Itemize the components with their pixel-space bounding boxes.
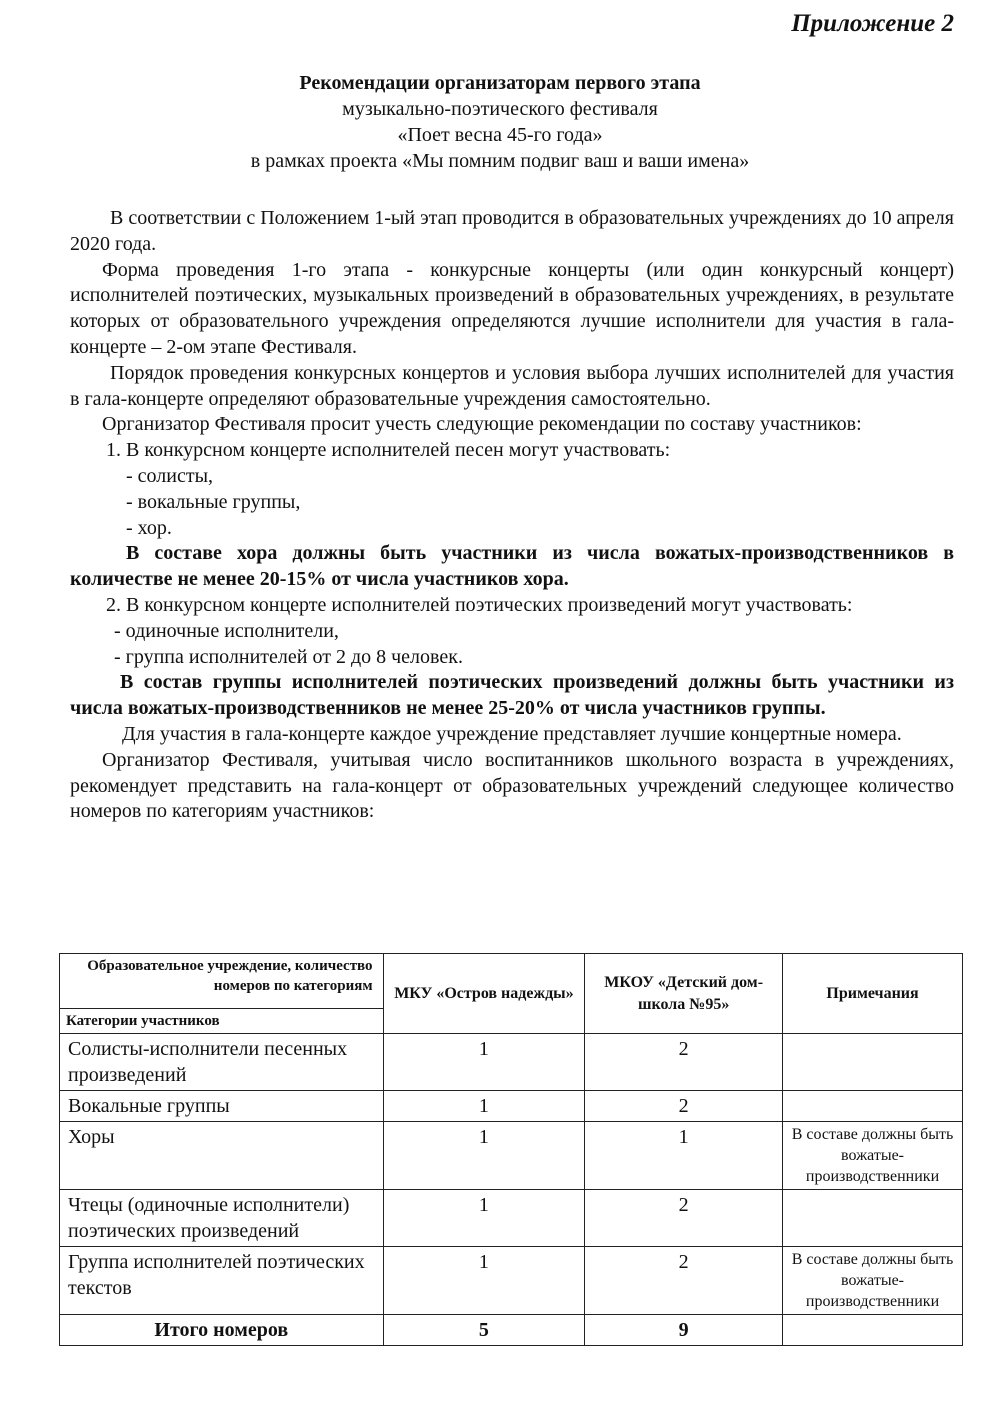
total-note-cell bbox=[783, 1315, 963, 1346]
paragraph-3: Порядок проведения конкурсных концертов и условия выбора лучших исполнителей для участия в гала-концерте определяют образовательные учреждения самостоятельно. bbox=[70, 361, 954, 410]
paragraph-1: В соответствии с Положением 1-ый этап проводится в образовательных учреждениях до 10 апреля 2020 года. bbox=[70, 207, 954, 255]
value-cell-1: 1 bbox=[383, 1091, 585, 1122]
table-row bbox=[60, 1190, 963, 1247]
table-header-row bbox=[60, 954, 963, 1034]
note-cell bbox=[783, 1034, 963, 1091]
column-header-2: МКОУ «Детский дом-школа №95» bbox=[585, 954, 783, 1034]
value-cell-1: 1 bbox=[383, 1122, 585, 1190]
total-label: Итого номеров bbox=[60, 1315, 384, 1346]
header-line-2: музыкально-поэтического фестиваля bbox=[342, 98, 658, 120]
category-cell: Группа исполнителей поэтических текстов bbox=[60, 1247, 384, 1315]
table-corner-cell bbox=[60, 954, 384, 1034]
categories-table bbox=[59, 953, 963, 1346]
column-header-1: МКУ «Остров надежды» bbox=[383, 954, 585, 1034]
appendix-label: Приложение 2 bbox=[791, 10, 954, 37]
list-2-title: 2. В конкурсном концерте исполнителей поэтических произведений могут участвовать: bbox=[106, 593, 853, 616]
note-cell: В составе должны быть вожатые-производственники bbox=[783, 1122, 963, 1190]
paragraph-5: Для участия в гала-концерте каждое учреждение представляет лучшие концертные номера. bbox=[122, 722, 902, 745]
category-cell: Хоры bbox=[60, 1122, 384, 1190]
corner-bottom-label: Категории участников bbox=[60, 1008, 383, 1033]
document-body bbox=[70, 206, 954, 825]
column-header-notes: Примечания bbox=[783, 954, 963, 1034]
table-row bbox=[60, 1091, 963, 1122]
corner-top-label: Образовательное учреждение, количество номеров по категориям bbox=[87, 958, 373, 994]
list-1-item: - хор. bbox=[126, 516, 172, 539]
list-1-title: 1. В конкурсном концерте исполнителей песен могут участвовать: bbox=[106, 439, 671, 462]
total-value-1: 5 bbox=[383, 1315, 585, 1346]
value-cell-2: 1 bbox=[585, 1122, 783, 1190]
list-1-item: - солисты, bbox=[126, 464, 214, 487]
total-value-2: 9 bbox=[585, 1315, 783, 1346]
value-cell-2: 2 bbox=[585, 1190, 783, 1247]
paragraph-6: Организатор Фестиваля, учитывая число воспитанников школьного возраста в учреждениях, рекомендует представить на гала-концерт от образовательных учреждений следующее количество номеров по категориям участников: bbox=[70, 748, 954, 823]
table-row bbox=[60, 1247, 963, 1315]
paragraph-2: Форма проведения 1-го этапа - конкурсные концерты (или один конкурсный концерт) исполнителей поэтических, музыкальных произведений в образовательных учреждениях, в результате которых от образовательного учреждения определяются лучшие исполнители для участия в гала-концерте – 2-ом этапе Фестиваля. bbox=[70, 258, 954, 358]
list-1-item: - вокальные группы, bbox=[126, 490, 301, 513]
note-cell: В составе должны быть вожатые-производственники bbox=[783, 1247, 963, 1315]
bold-requirement-1: В составе хора должны быть участники из числа вожатых-производственников в количестве не менее 20-15% от числа участников хора. bbox=[70, 542, 954, 591]
header-line-3: «Поет весна 45-го года» bbox=[397, 124, 603, 146]
table-total-row bbox=[60, 1315, 963, 1346]
list-2-item: - группа исполнителей от 2 до 8 человек. bbox=[114, 645, 463, 668]
value-cell-2: 2 bbox=[585, 1034, 783, 1091]
table-row bbox=[60, 1122, 963, 1190]
value-cell-1: 1 bbox=[383, 1247, 585, 1315]
paragraph-4: Организатор Фестиваля просит учесть следующие рекомендации по составу участников: bbox=[102, 413, 862, 436]
header-line-4: в рамках проекта «Мы помним подвиг ваш и ваши имена» bbox=[250, 150, 750, 172]
category-cell: Чтецы (одиночные исполнители) поэтических произведений bbox=[60, 1190, 384, 1247]
value-cell-1: 1 bbox=[383, 1034, 585, 1091]
category-cell: Вокальные группы bbox=[60, 1091, 384, 1122]
category-cell: Солисты-исполнители песенных произведений bbox=[60, 1034, 384, 1091]
note-cell bbox=[783, 1091, 963, 1122]
doc-header bbox=[0, 70, 1000, 174]
bold-requirement-2: В состав группы исполнителей поэтических произведений должны быть участники из числа вожатых-производственников не менее 25-20% от числа участников группы. bbox=[70, 671, 954, 720]
table-row bbox=[60, 1034, 963, 1091]
note-cell bbox=[783, 1190, 963, 1247]
list-2-item: - одиночные исполнители, bbox=[114, 619, 339, 642]
value-cell-2: 2 bbox=[585, 1247, 783, 1315]
value-cell-1: 1 bbox=[383, 1190, 585, 1247]
value-cell-2: 2 bbox=[585, 1091, 783, 1122]
header-title: Рекомендации организаторам первого этапа bbox=[299, 72, 701, 94]
